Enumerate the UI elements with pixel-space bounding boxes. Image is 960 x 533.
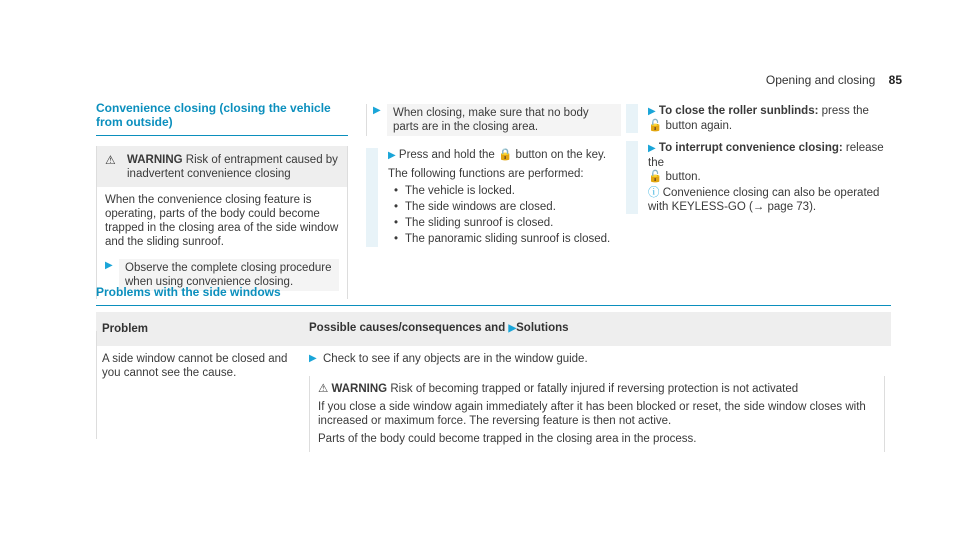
column-header-causes	[303, 312, 891, 346]
convenience-closing-section	[96, 101, 348, 299]
roller-text2: button again.	[665, 120, 733, 132]
warning-label: WARNING	[127, 154, 183, 166]
step-arrow-icon: ▶	[508, 323, 517, 334]
roller-line2	[648, 119, 869, 133]
problems-table	[96, 312, 891, 458]
step-text: Observe the complete closing procedure when using convenience closing.	[119, 259, 339, 291]
warning-header	[318, 382, 876, 396]
roller-text: press the	[821, 105, 869, 117]
warning-icon: ⚠	[105, 153, 116, 167]
warning-box	[96, 146, 348, 299]
step-text: When closing, make sure that no body parts are in the closing area.	[387, 104, 621, 136]
list-item: • The panoramic sliding sunroof is closed.	[394, 231, 610, 247]
warning-icon: ⚠	[318, 383, 329, 395]
causes-post: Solutions	[516, 322, 569, 334]
side-windows-section	[96, 285, 891, 458]
warning-text: Risk of becoming trapped or fatally injured if reversing protection is not activated	[390, 383, 799, 395]
warning-text: Risk of entrapment caused by inadvertent convenience closing	[127, 154, 338, 180]
interrupt-content	[638, 141, 896, 214]
solution-cell	[303, 346, 891, 458]
step-strip	[366, 148, 378, 247]
warning-label: WARNING	[331, 383, 388, 395]
column-header-problem: Problem	[96, 312, 303, 346]
step-text-pre: Press and hold the	[398, 149, 495, 161]
step-arrow-icon: ▶	[373, 105, 381, 116]
lock-icon: 🔒	[498, 149, 513, 161]
list-item: • The sliding sunroof is closed.	[394, 215, 610, 231]
divider	[96, 331, 97, 439]
section-title	[96, 101, 348, 136]
column-2	[366, 104, 621, 247]
press-hold-content	[378, 148, 610, 247]
warning-box	[309, 376, 885, 452]
interrupt-text2: button.	[665, 171, 701, 183]
section-title: Problems with the side windows	[96, 285, 891, 306]
list-item: • The side windows are closed.	[394, 199, 610, 215]
warning-header	[97, 146, 347, 187]
warning-paragraph: Parts of the body could become trapped in the closing area in the process.	[318, 433, 697, 445]
chapter-title: Opening and closing	[765, 73, 876, 87]
page-header	[766, 73, 902, 87]
lock-icon: 🔓	[648, 120, 663, 132]
table-row	[96, 346, 891, 458]
warning-body-text: When the convenience closing feature is operating, parts of the body could become trapped in the closing area of the side window and the sliding sunroof.	[105, 194, 339, 248]
section-title-line1: Convenience closing (closing the vehicle	[96, 101, 331, 115]
step-arrow-icon: ▶	[648, 106, 656, 117]
functions-intro: The following functions are performed:	[388, 168, 584, 180]
check-step	[309, 352, 885, 366]
step-strip	[626, 104, 638, 133]
step	[366, 104, 621, 136]
lock-icon: 🔓	[648, 171, 663, 183]
step-text-post: button on the key.	[515, 149, 607, 161]
section-title-line2: from outside)	[96, 115, 173, 129]
step-arrow-icon: ▶	[388, 150, 396, 161]
warning-paragraph: If you close a side window again immediately after it has been blocked or reset, the side window closes with increased or maximum force. The reversing feature is then not active.	[318, 401, 866, 427]
page-number: 85	[888, 73, 902, 87]
step-strip	[626, 141, 638, 214]
info-icon: ⓘ	[648, 187, 660, 199]
interrupt-line2	[648, 170, 896, 184]
press-hold-step	[366, 148, 621, 247]
problem-cell: A side window cannot be closed and you cannot see the cause.	[102, 353, 288, 379]
warning-body	[97, 187, 347, 299]
causes-pre: Possible causes/consequences and	[309, 322, 506, 334]
info-text: Convenience closing can also be operated with KEYLESS-GO (→ page 73).	[648, 187, 880, 213]
roller-content	[638, 104, 869, 133]
step-arrow-icon: ▶	[648, 143, 656, 154]
interrupt-step	[626, 141, 896, 214]
press-hold-line	[388, 148, 610, 163]
interrupt-bold: To interrupt convenience closing:	[658, 142, 843, 154]
warning-header-text	[127, 153, 339, 181]
interrupt-text: release the	[648, 142, 884, 169]
roller-step	[626, 104, 896, 133]
column-3	[626, 104, 896, 214]
function-list	[394, 183, 610, 247]
info-line	[648, 186, 896, 214]
step-arrow-icon: ▶	[105, 260, 113, 271]
step-arrow-icon: ▶	[309, 353, 317, 364]
list-item: • The vehicle is locked.	[394, 183, 610, 199]
step-text: Check to see if any objects are in the window guide.	[323, 353, 588, 365]
roller-bold: To close the roller sunblinds:	[658, 105, 819, 117]
table-header-row	[96, 312, 891, 346]
